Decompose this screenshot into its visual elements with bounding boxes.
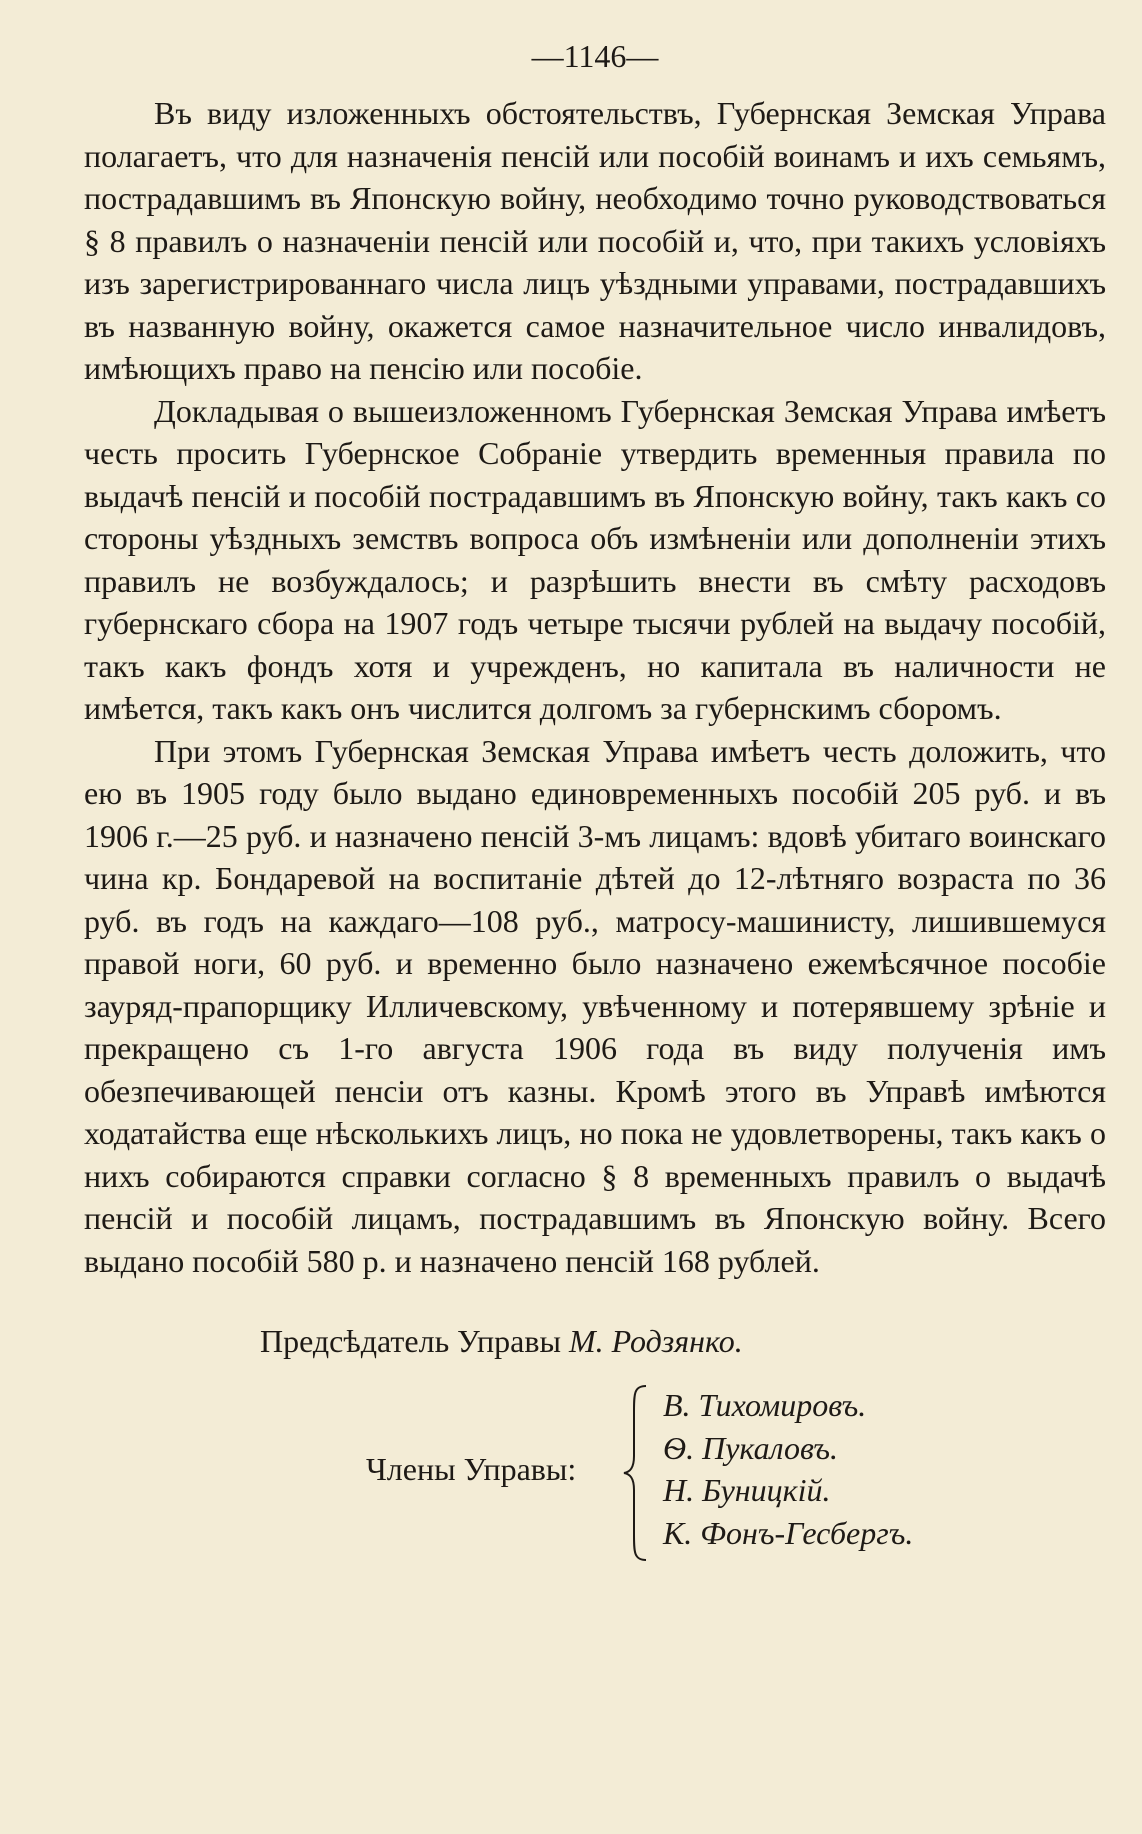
chair-signature [84, 1320, 1106, 1362]
page-number: —1146— [531, 38, 659, 74]
member-name: Н. Буницкій. [663, 1472, 831, 1508]
paragraph-3: При этомъ Губернская Земская Управа имѣетъ честь доложить, что ею въ 1905 году было выдано единовременныхъ пособій 205 руб. и въ 1906 г.—25 руб. и назначено пенсій 3-мъ лицамъ: вдовѣ убитаго воинскаго чина кр. Бондаревой на воспитаніе дѣтей до 12-лѣтняго возраста по 36 руб. въ годъ на каждаго—108 руб., матросу-машинисту, лишившемуся правой ноги, 60 руб. и временно было назначено ежемѣсячное пособіе зауряд-прапорщику Илличевскому, увѣченному и потерявшему зрѣніе и прекращено съ 1-го августа 1906 года въ виду полученія имъ обезпечивающей пенсіи отъ казны. Кромѣ этого въ Управѣ имѣются ходатайства еще нѣсколькихъ лицъ, но пока не удовлетворены, такъ какъ о нихъ собираются справки согласно § 8 временныхъ правилъ о выдачѣ пенсій и пособій лицамъ, пострадавшимъ въ Японскую войну. Всего выдано пособій 580 р. и назначено пенсій 168 рублей. [84, 732, 1106, 1279]
member-name: Ѳ. Пукаловъ. [663, 1429, 839, 1466]
member-name: К. Фонъ-Гесбергъ. [663, 1514, 914, 1551]
member-name: В. Тихомировъ. [663, 1387, 867, 1423]
board-members [84, 1384, 1106, 1562]
members-list [663, 1384, 913, 1554]
chair-name: М. Родзянко. [568, 1323, 743, 1359]
members-label: Члены Управы: [366, 1451, 577, 1487]
chair-title: Предсѣдатель Управы [260, 1323, 561, 1359]
document-page [84, 36, 1106, 1562]
curly-brace-icon [622, 1384, 650, 1562]
paragraph-2: Докладывая о вышеизложенномъ Губернская Земская Управа имѣетъ честь просить Губернское Собраніе утвердить временныя правила по выдачѣ пенсій и пособій пострадавшимъ въ Японскую войну, такъ какъ со стороны уѣздныхъ земствъ вопроса объ измѣненіи или дополненіи этихъ правилъ не возбуждалось; и разрѣшить внести въ смѣту расходовъ губернскаго сбора на 1907 годъ четыре тысячи рублей на выдачу пособій, такъ какъ фондъ хотя и учрежденъ, но капитала въ наличности не имѣется, такъ какъ онъ числится долгомъ за губернскимъ сборомъ. [84, 392, 1106, 726]
paragraph-1: Въ виду изложенныхъ обстоятельствъ, Губернская Земская Управа полагаетъ, что для назначенія пенсій или пособій воинамъ и ихъ семьямъ, пострадавшимъ въ Японскую войну, необходимо точно руководствоваться § 8 правилъ о назначеніи пенсій или пособій и, что, при такихъ условіяхъ изъ зарегистрированнаго числа лицъ уѣздными управами, пострадавшихъ въ названную войну, окажется самое назначительное число инвалидовъ, имѣющихъ право на пенсію или пособіе. [84, 95, 1106, 386]
